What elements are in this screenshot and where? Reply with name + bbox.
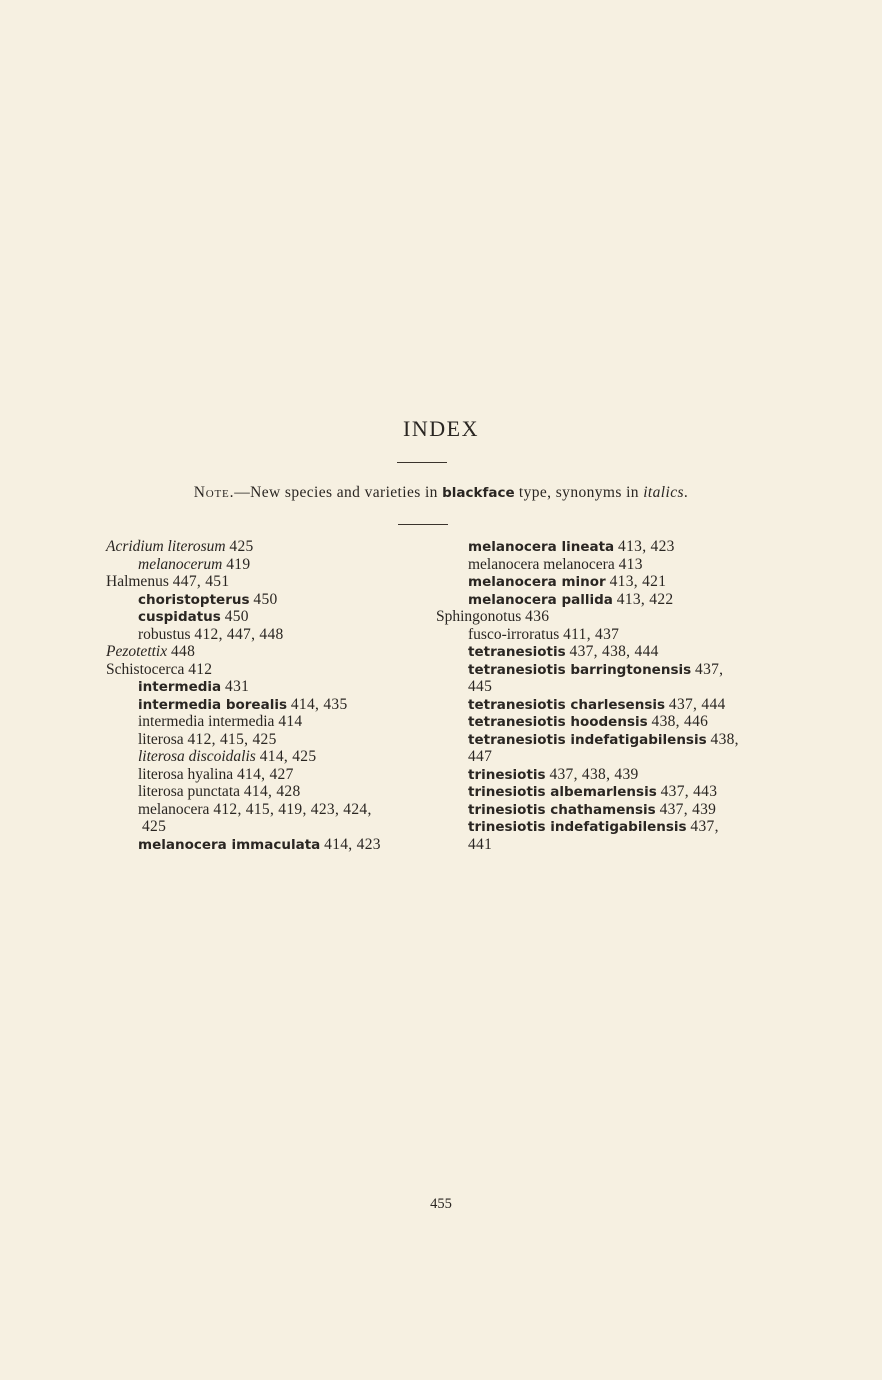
entry-pages: 412, 415, 425	[187, 730, 277, 748]
index-note	[0, 484, 882, 502]
index-entry	[106, 766, 436, 784]
entry-name: melanocerum	[138, 555, 223, 573]
title-rule	[397, 462, 447, 463]
index-entry	[436, 538, 756, 556]
entry-name: trinesiotis albemarlensis	[468, 784, 657, 800]
entry-name: cuspidatus	[138, 609, 221, 625]
entry-name: Sphingonotus	[436, 608, 522, 625]
entry-name: trinesiotis chathamensis	[468, 801, 656, 818]
index-entry	[106, 608, 436, 626]
index-entry	[436, 678, 756, 696]
index-entry	[106, 748, 436, 766]
entry-name: intermedia intermedia	[138, 713, 275, 730]
entry-name: Pezotettix	[106, 643, 168, 660]
note-end: .	[683, 484, 689, 501]
entry-name: literosa hyalina	[138, 765, 234, 783]
index-entry	[436, 731, 756, 749]
index-entry	[106, 731, 436, 749]
note-prefix: Note.	[193, 484, 235, 501]
entry-pages: 413, 423	[618, 538, 675, 555]
entry-name: robustus	[138, 625, 191, 643]
index-entry	[106, 836, 436, 854]
index-entry	[106, 783, 436, 801]
entry-pages: 412	[188, 660, 213, 678]
entry-pages: 414, 427	[237, 765, 294, 783]
entry-name: melanocera	[138, 800, 210, 818]
entry-name: literosa discoidalis	[138, 748, 256, 765]
entry-pages: 438,	[710, 730, 739, 748]
entry-name: tetranesiotis indefatigabilensis	[468, 731, 707, 748]
entry-pages: 425	[142, 818, 167, 835]
entry-name: melanocera pallida	[468, 591, 613, 608]
entry-pages: 414, 435	[290, 695, 348, 713]
entry-pages: 414	[278, 713, 303, 730]
index-entry	[436, 783, 756, 801]
index-entry	[436, 713, 756, 731]
entry-name: tetranesiotis hoodensis	[468, 714, 648, 730]
entry-pages: 445	[468, 678, 493, 695]
index-column-right	[436, 538, 756, 853]
entry-pages: 447, 451	[172, 573, 230, 590]
index-entry	[436, 591, 756, 609]
entry-name: melanocera immaculata	[138, 836, 321, 853]
entry-name: fusco-irroratus	[468, 625, 560, 643]
entry-pages: 437, 443	[660, 783, 718, 800]
entry-name: trinesiotis indefatigabilensis	[468, 819, 687, 835]
index-entry	[436, 748, 756, 766]
index-entry	[436, 696, 756, 714]
index-entry	[106, 678, 436, 696]
entry-name: intermedia borealis	[138, 696, 287, 713]
note-italic-word: italics	[643, 484, 684, 501]
entry-pages: 412, 415, 419, 423, 424,	[213, 800, 372, 818]
entry-name: tetranesiotis charlesensis	[468, 696, 666, 713]
entry-name: literosa	[138, 730, 184, 748]
entry-pages: 438, 446	[651, 713, 709, 730]
index-entry	[436, 643, 756, 661]
note-text-middle: type, synonyms in	[514, 484, 644, 501]
entry-pages: 447	[468, 748, 493, 765]
entry-pages: 414, 423	[324, 835, 381, 853]
entry-pages: 436	[525, 608, 550, 625]
entry-name: intermedia	[138, 679, 222, 695]
entry-name: Halmenus	[106, 573, 169, 590]
index-entry	[106, 661, 436, 679]
note-rule	[398, 524, 448, 525]
index-entry	[436, 766, 756, 784]
index-entry	[106, 573, 436, 591]
index-entry	[106, 818, 436, 836]
entry-pages: 441	[468, 835, 493, 853]
entry-pages: 413	[618, 555, 643, 573]
index-entry	[106, 626, 436, 644]
entry-pages: 437, 438, 439	[549, 765, 639, 783]
entry-pages: 448	[171, 643, 196, 660]
entry-name: tetranesiotis	[468, 644, 566, 660]
index-entry	[436, 573, 756, 591]
entry-name: melanocera lineata	[468, 539, 615, 555]
index-entry	[436, 608, 756, 626]
page-title: INDEX	[403, 416, 479, 441]
entry-pages: 414, 425	[259, 748, 317, 765]
index-entry	[436, 818, 756, 836]
entry-name: choristopterus	[138, 591, 250, 608]
index-column-left	[106, 538, 436, 853]
entry-pages: 437, 438, 444	[569, 643, 659, 660]
index-entry	[436, 661, 756, 679]
entry-name: melanocera minor	[468, 574, 606, 590]
index-entry	[106, 801, 436, 819]
entry-pages: 411, 437	[563, 625, 620, 643]
note-text-before: —New species and varieties in	[234, 484, 443, 501]
index-entry	[106, 643, 436, 661]
entry-pages: 437,	[690, 818, 719, 835]
index-entry	[106, 696, 436, 714]
entry-pages: 413, 422	[616, 590, 674, 608]
entry-pages: 437,	[695, 660, 724, 678]
entry-name: trinesiotis	[468, 766, 546, 783]
entry-pages: 450	[224, 608, 249, 625]
entry-pages: 425	[229, 538, 254, 555]
page-number: 455	[430, 1196, 452, 1212]
entry-name: tetranesiotis barringtonensis	[468, 661, 692, 678]
entry-pages: 413, 421	[609, 573, 667, 590]
entry-pages: 419	[226, 555, 251, 573]
index-entry	[436, 556, 756, 574]
entry-pages: 431	[225, 678, 250, 695]
entry-name: Acridium literosum	[106, 538, 226, 555]
note-bold-word: blackface	[442, 485, 515, 501]
index-entry	[436, 626, 756, 644]
entry-pages: 412, 447, 448	[194, 625, 284, 643]
entry-name: Schistocerca	[106, 660, 185, 678]
index-entry	[106, 713, 436, 731]
entry-name: melanocera melanocera	[468, 555, 615, 573]
entry-pages: 437, 444	[668, 695, 726, 713]
entry-pages: 437, 439	[659, 800, 717, 818]
entry-name: literosa punctata	[138, 783, 240, 800]
index-entry	[436, 836, 756, 854]
index-entry	[436, 801, 756, 819]
index-entry	[106, 538, 436, 556]
index-entry	[106, 591, 436, 609]
index-entry	[106, 556, 436, 574]
entry-pages: 450	[253, 590, 278, 608]
entry-pages: 414, 428	[243, 783, 301, 800]
